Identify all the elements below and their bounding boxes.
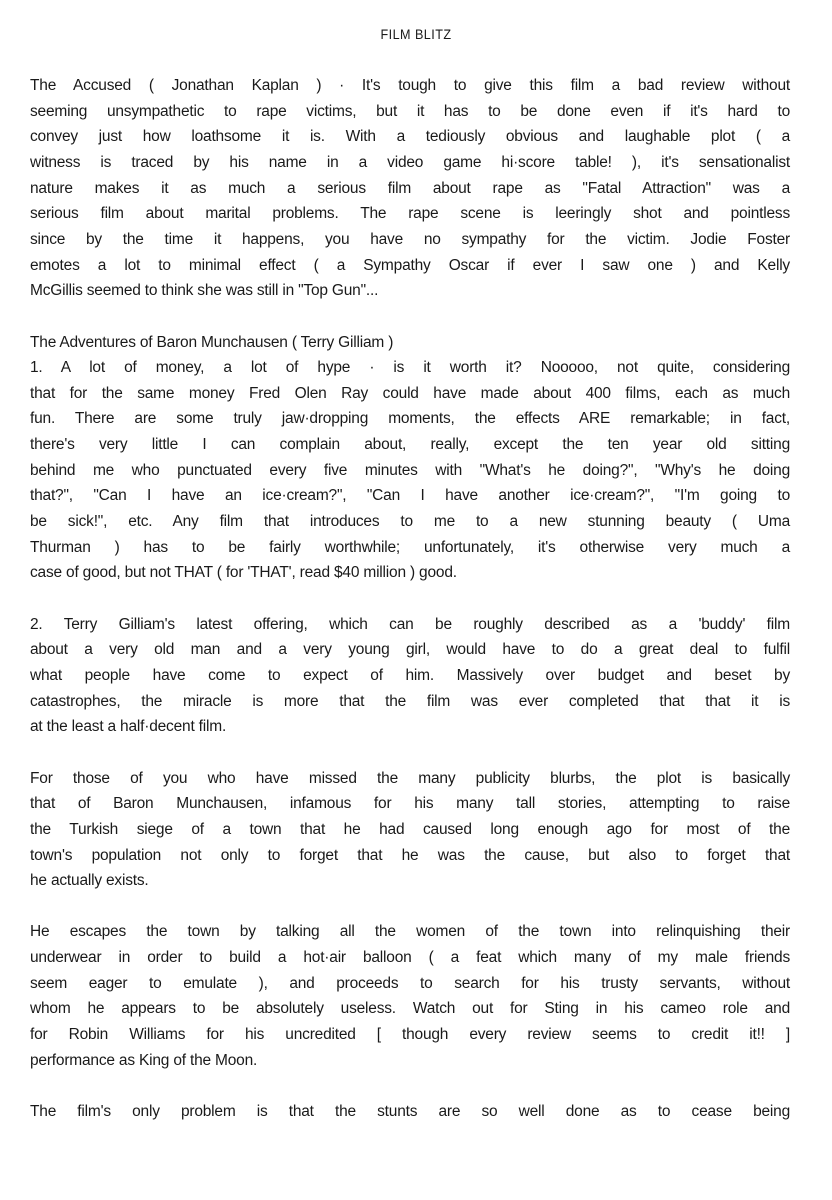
text-line: catastrophes, the miracle is more that the film was ever completed that that it is [30,692,790,710]
text-line: that?", "Can I have an ice·cream?", "Can I have another ice·cream?", "I'm going to [30,487,790,505]
text-line: at the least a half·decent film. [30,718,227,736]
text-line: Thurman ) has to be fairly worthwhile; unfortunately, it's otherwise very much a [30,538,790,556]
text-line: The Accused ( Jonathan Kaplan ) · It's tough to give this film a bad review without [30,77,790,94]
text-line: since by the time it happens, you have no sympathy for the victim. Jodie Foster [30,230,790,248]
text-line: He escapes the town by talking all the women of the town into relinquishing their [30,923,790,941]
text-line: be sick!", etc. Any film that introduces to me to a new stunning beauty ( Uma [30,513,790,531]
text-line: 2. Terry Gilliam's latest offering, which can be roughly described as a 'buddy' film [30,615,790,633]
text-line: convey just how loathsome it is. With a tediously obvious and laughable plot ( a [30,128,790,146]
text-line: seeming unsympathetic to rape victims, but it has to be done even if it's hard to [30,102,790,120]
text-line: fun. There are some truly jaw·dropping moments, the effects ARE remarkable; in fact, [30,410,790,428]
text-line: case of good, but not THAT ( for 'THAT', read $40 million ) good. [30,564,457,582]
text-line: town's population not only to forget that he was the cause, but also to forget that [30,846,790,864]
text-line: 1. A lot of money, a lot of hype · is it worth it? Nooooo, not quite, considering [30,359,790,377]
text-line: nature makes it as much a serious film about rape as "Fatal Attraction" was a [30,179,790,197]
text-line: that for the same money Fred Olen Ray could have made about 400 films, each as much [30,384,790,402]
review-heading: The Adventures of Baron Munchausen ( Terry Gilliam ) [30,333,394,351]
text-line: witness is traced by his name in a video game hi·score table! ), it's sensationalist [30,153,790,171]
text-line: performance as King of the Moon. [30,1051,258,1069]
text-line: he actually exists. [30,872,149,890]
text-line: behind me who punctuated every five minutes with "What's he doing?", "Why's he doing [30,461,790,479]
page-title: FILM BLITZ [380,26,452,42]
text-line: For those of you who have missed the many publicity blurbs, the plot is basically [30,769,790,787]
text-line: emotes a lot to minimal effect ( a Sympathy Oscar if ever I saw one ) and Kelly [30,256,790,274]
text-line: McGillis seemed to think she was still in "Top Gun"... [30,282,379,300]
text-line: whom he appears to be absolutely useless. Watch out for Sting in his cameo role and [30,1000,790,1018]
text-line: for Robin Williams for his uncredited [ though every review seems to credit it!! ] [30,1026,790,1044]
text-line: the Turkish siege of a town that he had caused long enough ago for most of the [30,820,790,838]
text-line: seem eager to emulate ), and proceeds to search for his trusty servants, without [30,974,790,992]
text-line: there's very little I can complain about, really, except the ten year old sitting [30,436,790,454]
text-line: that of Baron Munchausen, infamous for his many tall stories, attempting to raise [30,795,790,813]
text-line: serious film about marital problems. The rape scene is leeringly shot and pointless [30,205,790,223]
text-line: The film's only problem is that the stunts are so well done as to cease being [30,1103,790,1120]
text-line: about a very old man and a very young girl, would have to do a great deal to fulfil [30,641,790,659]
text-line: underwear in order to build a hot·air balloon ( a feat which many of my male friends [30,949,790,967]
text-line: what people have come to expect of him. Massively over budget and beset by [30,666,790,684]
